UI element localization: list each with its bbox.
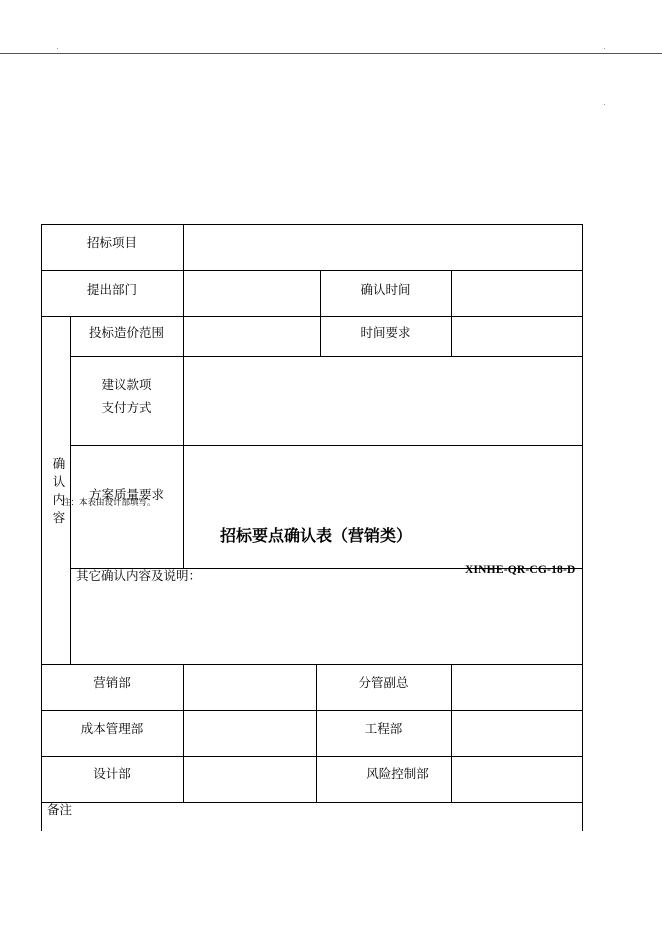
signoff-marketing-label: 营销部 xyxy=(93,675,131,690)
signoff-vp-label: 分管副总 xyxy=(358,675,409,690)
page-title: 招标要点确认表（营销类） xyxy=(220,526,413,545)
fill-instruction-note: 注：本表由设计部填写。 xyxy=(62,498,156,508)
table-border-right xyxy=(582,224,583,831)
payment-label-line1: 建议款项 xyxy=(101,377,152,392)
column-divider xyxy=(451,270,452,356)
row-divider xyxy=(70,356,583,357)
scan-speck xyxy=(604,104,605,105)
payment-label-line2: 支付方式 xyxy=(101,400,152,415)
signoff-cost-label: 成本管理部 xyxy=(80,721,144,736)
project-label: 招标项目 xyxy=(86,235,137,250)
table-border-top xyxy=(41,224,583,225)
scan-speck xyxy=(604,48,605,49)
row-divider xyxy=(41,756,583,757)
quality-requirement-label: 方案质量要求 xyxy=(88,487,164,502)
scope-label: 投标造价范围 xyxy=(88,325,164,340)
row-divider xyxy=(41,710,583,711)
remarks-label: 备注 xyxy=(47,802,73,817)
column-divider xyxy=(183,664,184,802)
column-divider xyxy=(183,224,184,568)
section-label-char: 确 xyxy=(52,456,66,471)
signoff-design-label: 设计部 xyxy=(93,766,131,781)
header-rule xyxy=(0,53,662,54)
document-code: XINHE-QR-CG-18-D xyxy=(465,564,576,576)
table-border-left xyxy=(41,224,42,831)
signoff-risk-label: 风险控制部 xyxy=(366,766,429,781)
other-content-label: 其它确认内容及说明： xyxy=(76,568,202,583)
scan-speck xyxy=(57,48,58,49)
time-requirement-label: 时间要求 xyxy=(360,325,411,340)
section-label-char: 容 xyxy=(52,510,66,525)
row-divider xyxy=(70,445,583,446)
section-label-char: 内 xyxy=(52,492,66,507)
row-divider xyxy=(41,270,583,271)
department-label: 提出部门 xyxy=(86,282,137,297)
row-divider xyxy=(41,316,583,317)
section-label-char: 认 xyxy=(52,474,66,489)
signoff-engineering-label: 工程部 xyxy=(364,721,403,736)
row-divider xyxy=(41,664,583,665)
confirm-time-label: 确认时间 xyxy=(360,282,411,297)
row-divider xyxy=(41,802,583,803)
